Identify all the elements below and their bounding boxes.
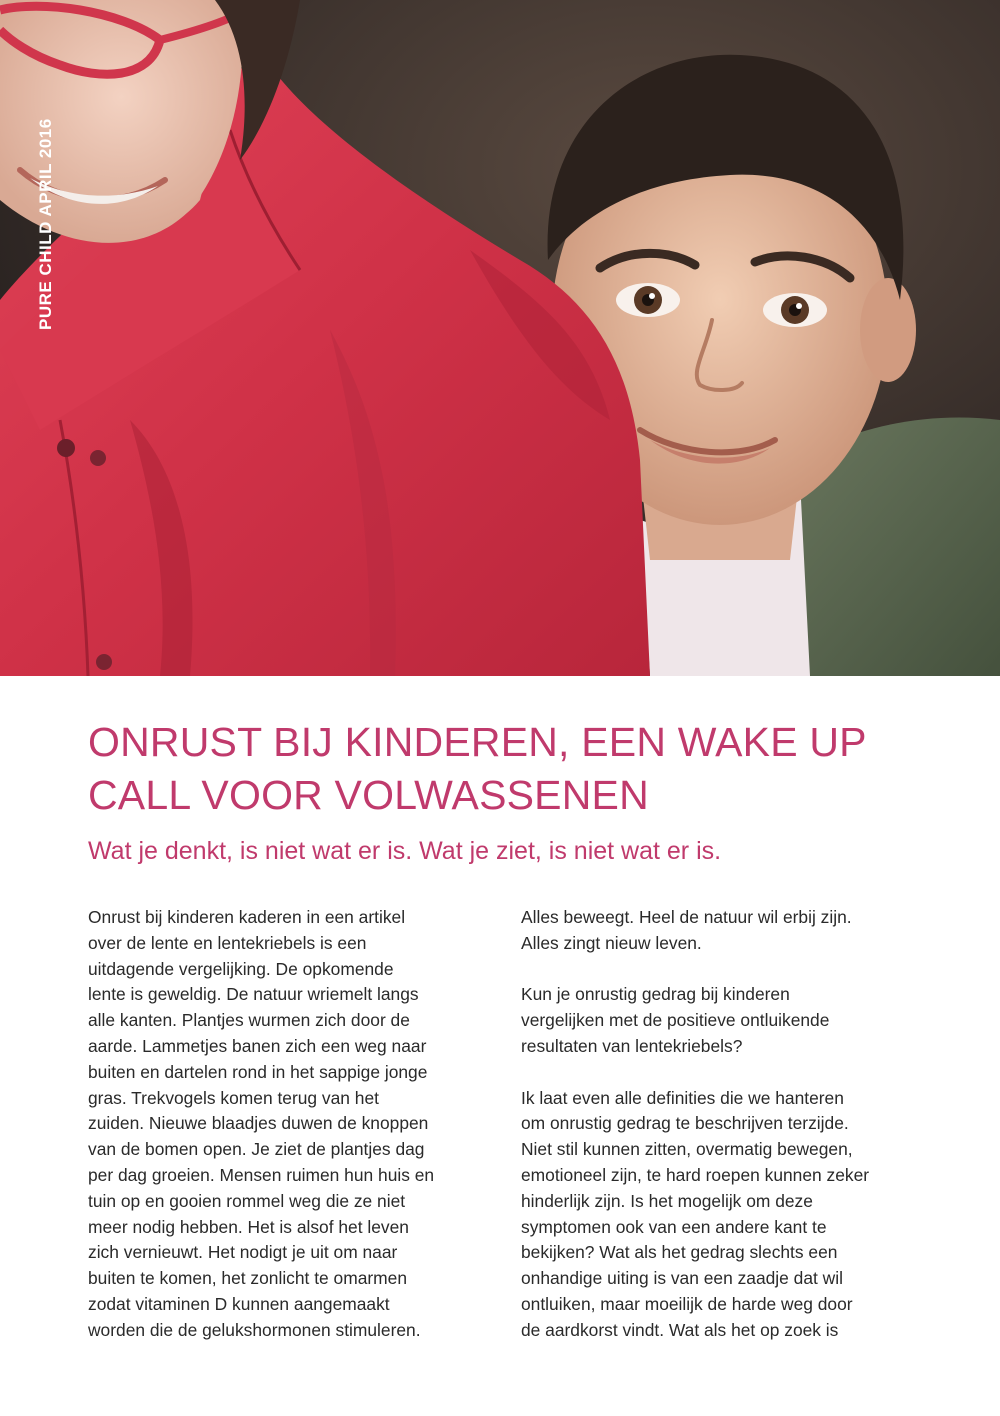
shirt-button-icon [57, 439, 75, 457]
text-line: Alles zingt nieuw leven. [521, 932, 702, 953]
article-subtitle: Wat je denkt, is niet wat er is. Wat je ziet, is niet wat er is. [88, 837, 722, 865]
text-line: per dag groeien. Mensen ruimen hun huis en [88, 1164, 435, 1185]
text-line: onhandige uiting is van een zaadje dat wil [521, 1268, 843, 1289]
text-line: buiten te komen, het zonlicht te omarmen [88, 1268, 408, 1289]
text-line: zodat vitaminen D kunnen aangemaakt [88, 1293, 390, 1314]
text-line: lente is geweldig. De natuur wriemelt langs [88, 984, 419, 1005]
text-line: vergelijken met de positieve ontluikende [521, 1010, 830, 1031]
text-line: emotioneel zijn, te hard roepen kunnen zeker [521, 1164, 870, 1185]
text-line: tuin op en gooien rommel weg die ze niet [88, 1190, 406, 1211]
shirt-button-icon [90, 450, 106, 466]
text-line: symptomen ook van een andere kant te [521, 1216, 827, 1237]
text-line: over de lente en lentekriebels is een [88, 932, 367, 953]
text-line: meer nodig hebben. Het is alsof het leven [88, 1216, 409, 1237]
text-line: de aardkorst vindt. Wat als het op zoek is [521, 1319, 839, 1340]
text-line: worden die de gelukshormonen stimuleren. [88, 1319, 421, 1340]
paragraph [88, 905, 504, 1344]
text-line: uitdagende vergelijking. De opkomende [88, 958, 394, 979]
text-line: bekijken? Wat als het gedrag slechts een [521, 1242, 838, 1263]
text-line: zich vernieuwt. Het nodigt je uit om naar [88, 1242, 398, 1263]
headline-line: ONRUST BIJ KINDEREN, EEN WAKE UP [88, 719, 867, 765]
text-line: van de bomen open. Je ziet de plantjes dag [88, 1139, 425, 1160]
text-line: ontluiken, maar moeilijk de harde weg door [521, 1293, 853, 1314]
shirt-button-icon [96, 654, 112, 670]
text-line: Kun je onrustig gedrag bij kinderen [521, 984, 790, 1005]
left-column [88, 905, 504, 1369]
photo-illustration [0, 0, 1000, 676]
article-headline [88, 716, 948, 822]
text-line: Ik laat even alle definities die we hanteren [521, 1087, 844, 1108]
issue-label: PURE CHILD APRIL 2016 [36, 118, 55, 330]
paragraph [521, 905, 941, 957]
text-line: aarde. Lammetjes banen zich een weg naar [88, 1035, 427, 1056]
text-line: resultaten van lentekriebels? [521, 1035, 743, 1056]
cover-photo [0, 0, 1000, 676]
text-line: gras. Trekvogels komen terug van het [88, 1087, 379, 1108]
paragraph [521, 1086, 941, 1344]
paragraph [521, 982, 941, 1059]
text-line: om onrustig gedrag te beschrijven terzijde. [521, 1113, 849, 1134]
text-line: Onrust bij kinderen kaderen in een artikel [88, 907, 406, 927]
text-line: Niet stil kunnen zitten, overmatig bewegen, [521, 1139, 853, 1160]
text-line: zuiden. Nieuwe blaadjes duwen de knoppen [88, 1113, 429, 1134]
text-line: hinderlijk zijn. Is het mogelijk om deze [521, 1190, 813, 1211]
right-column [521, 905, 941, 1369]
headline-line: CALL VOOR VOLWASSENEN [88, 772, 649, 818]
text-line: buiten en dartelen rond in het sappige jonge [88, 1061, 428, 1082]
text-line: Alles beweegt. Heel de natuur wil erbij zijn. [521, 907, 852, 927]
text-line: alle kanten. Plantjes wurmen zich door de [88, 1010, 410, 1031]
